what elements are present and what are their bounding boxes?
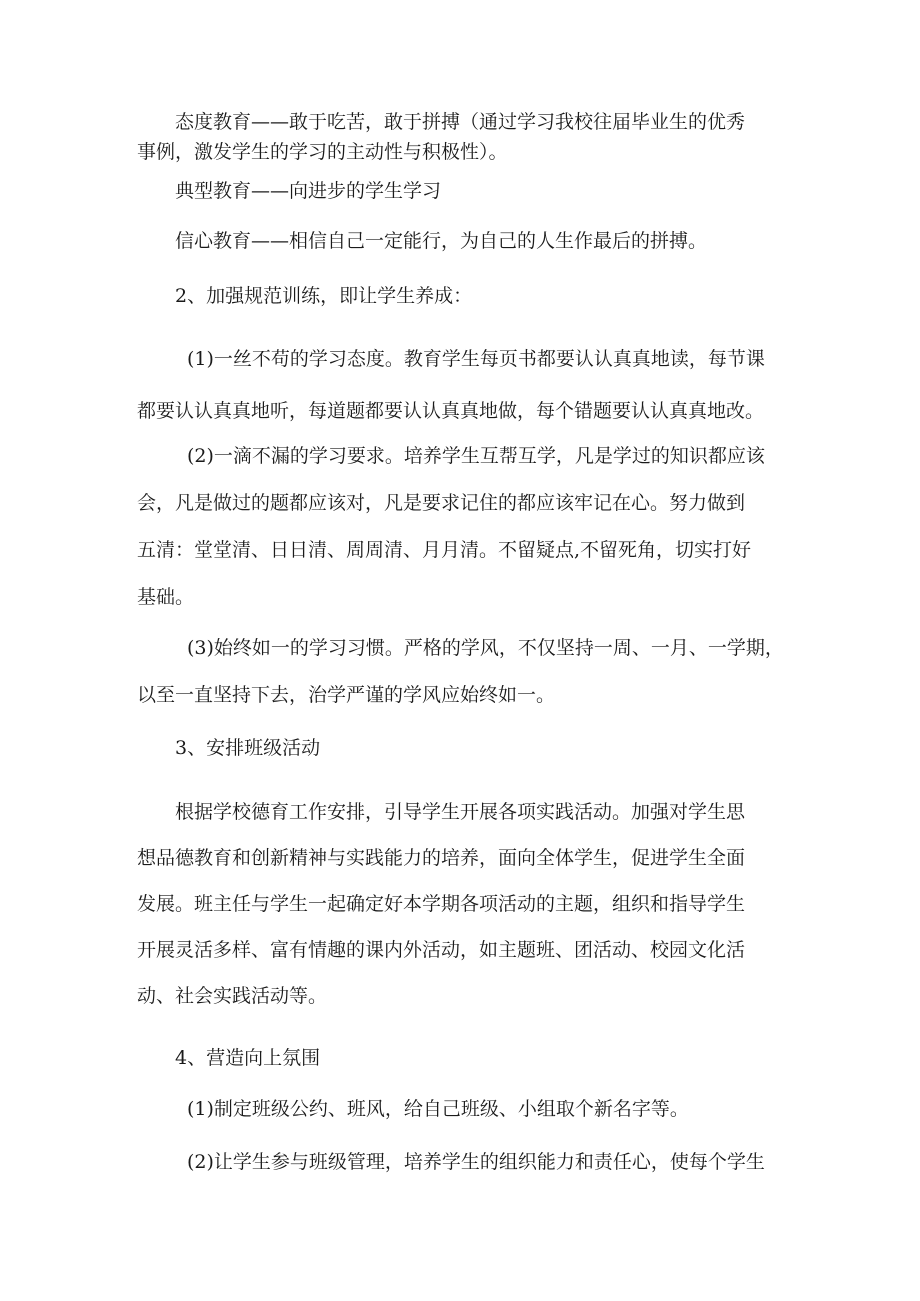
text-line: 发展。班主任与学生一起确定好本学期各项活动的主题，组织和指导学生 [137,893,746,915]
text-line: (2)一滴不漏的学习要求。培养学生互帮互学，凡是学过的知识都应该 [187,445,765,467]
text-line: 事例，激发学生的学习的主动性与积极性）。 [137,141,508,163]
text-line: 都要认认真真地听，每道题都要认认真真地做，每个错题要认认真真地改。 [137,400,765,422]
text-line: 根据学校德育工作安排，引导学生开展各项实践活动。加强对学生思 [175,801,746,823]
text-line: 态度教育——敢于吃苦，敢于拼搏（通过学习我校往届毕业生的优秀 [175,111,746,133]
text-line: 信心教育——相信自己一定能行，为自己的人生作最后的拼搏。 [175,230,708,252]
section-heading-4 [137,1043,797,1073]
list-item-2-3 [137,633,797,710]
list-item-2-2 [137,441,797,612]
text-line: (1)一丝不苟的学习态度。教育学生每页书都要认认真真地读，每节课 [187,348,765,370]
list-item-4-2 [137,1147,797,1177]
text-line: 4、营造向上氛围 [175,1047,321,1069]
text-line: (3)始终如一的学习习惯。严格的学风，不仅坚持一周、一月、一学期， [187,637,784,659]
section-heading-3 [137,733,797,763]
text-line: 开展灵活多样、富有情趣的课内外活动，如主题班、团活动、校园文化活 [137,939,746,961]
text-line: 2、加强规范训练，即让学生养成： [175,285,473,307]
text-line: 五清：堂堂清、日日清、周周清、月月清。不留疑点,不留死角，切实打好 [137,539,752,561]
text-line: 3、安排班级活动 [175,737,321,759]
list-item-2-1 [137,344,797,426]
text-line: 基础。 [137,586,195,608]
section-heading-2 [137,281,797,311]
text-line: 典型教育——向进步的学生学习 [175,180,442,202]
text-line: 会，凡是做过的题都应该对，凡是要求记住的都应该牢记在心。努力做到 [137,492,746,514]
paragraph-confidence-education [137,226,797,256]
list-item-4-1 [137,1094,797,1124]
paragraph-attitude-education [137,107,797,167]
text-line: 动、社会实践活动等。 [137,985,328,1007]
text-line: (2)让学生参与班级管理，培养学生的组织能力和责任心，使每个学生 [187,1151,765,1173]
paragraph-model-education [137,176,797,206]
text-line: (1)制定班级公约、班风，给自己班级、小组取个新名字等。 [187,1098,689,1120]
paragraph-class-activities [137,797,797,1011]
text-line: 想品德教育和创新精神与实践能力的培养，面向全体学生，促进学生全面 [137,847,746,869]
text-line: 以至一直坚持下去，治学严谨的学风应始终如一。 [137,684,556,706]
